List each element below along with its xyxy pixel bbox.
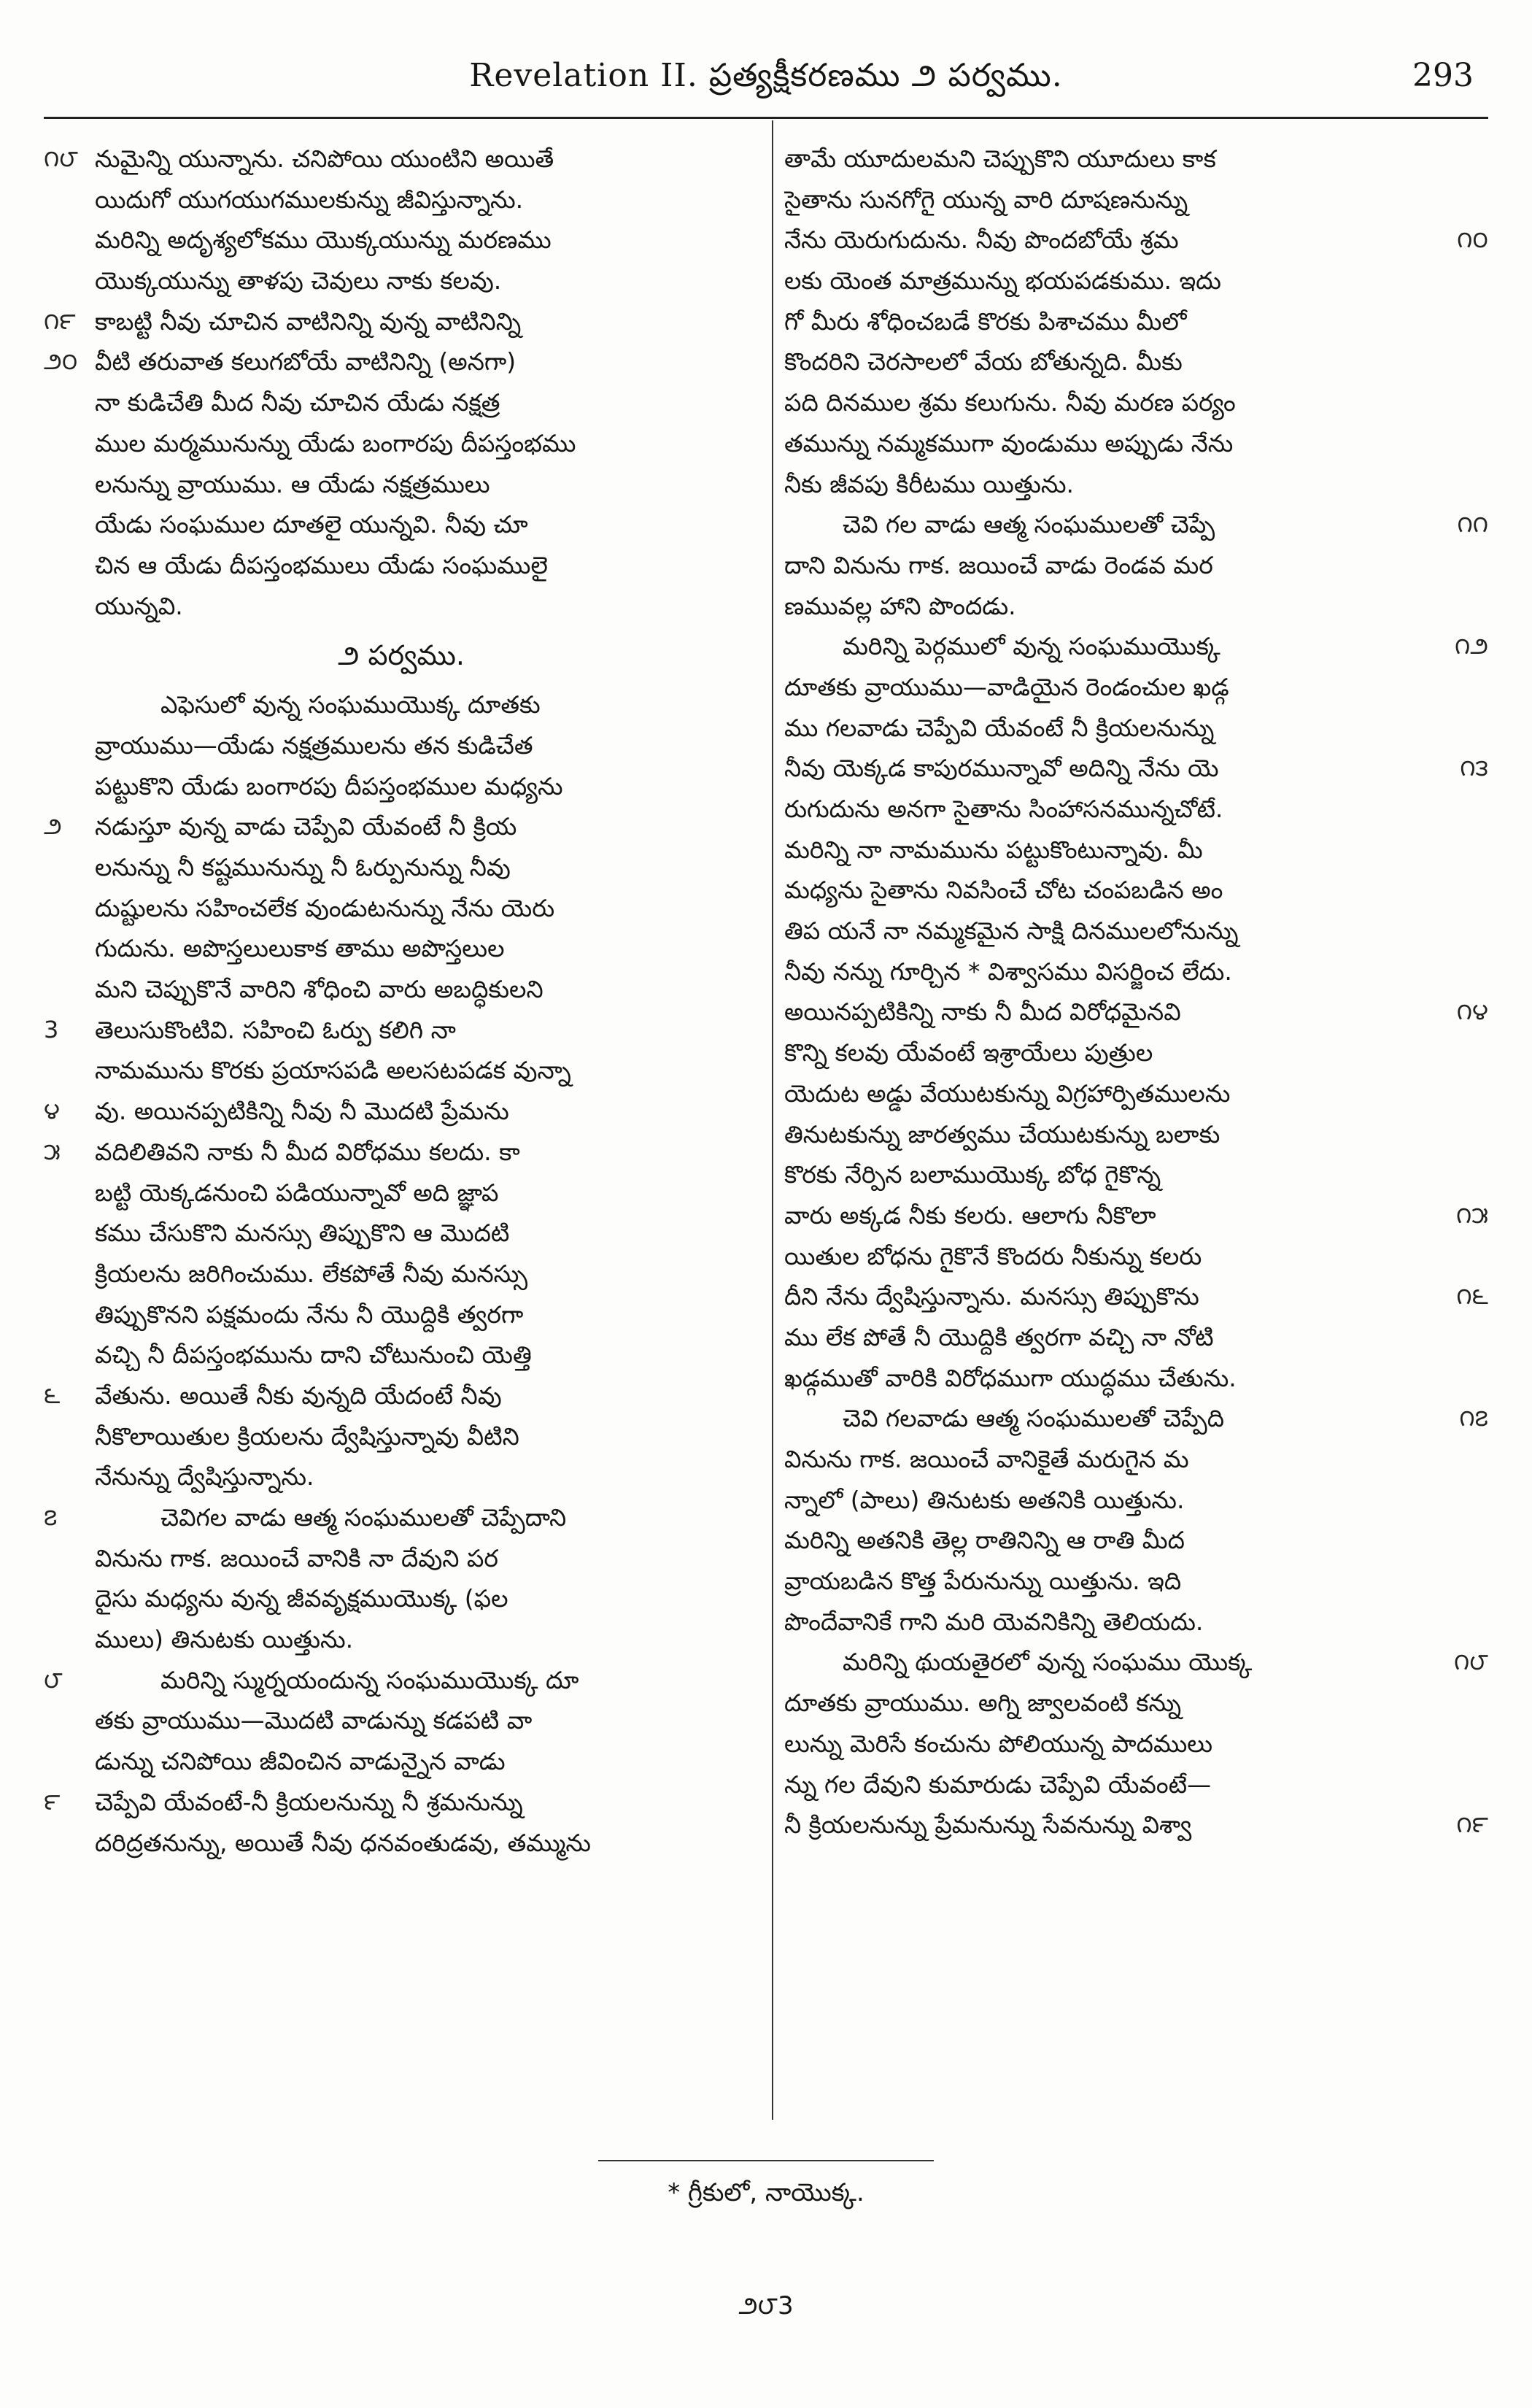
page-number: 293 [1412, 57, 1474, 94]
line-text: మరిన్ని స్ముర్నయందున్న సంఘముయొక్క దూ [160, 1665, 579, 1694]
text-line [784, 1764, 1488, 1805]
line-text: మరిన్ని థుయతైరలో వున్న సంఘము యొక్క [843, 1648, 1253, 1677]
running-title: Revelation II. ప్రత్యక్షీకరణము ౨ పర్వము. [469, 57, 1063, 94]
line-text: దూతకు వ్రాయుము—వాడియైన రెండంచుల ఖడ్గ [784, 672, 1229, 701]
line-text: నీకొలాయితుల క్రియలను ద్వేషిస్తున్నావు వీటిని [95, 1421, 519, 1451]
text-line [44, 1619, 759, 1660]
text-line [44, 766, 759, 807]
text-line [784, 952, 1488, 992]
verse-number: ౧౩ [1460, 754, 1488, 782]
text-line [44, 1132, 759, 1173]
text-line [784, 992, 1488, 1033]
text-line [784, 1480, 1488, 1521]
line-text: ణమువల్ల హాని పొందడు. [784, 591, 1016, 620]
text-line [784, 1805, 1488, 1845]
text-line [784, 301, 1488, 342]
verse-number: ౪ [44, 1097, 60, 1125]
line-text: మరిన్ని పెర్గములో వున్న సంఘముయొక్క [843, 632, 1220, 661]
verse-number: ౧౦ [1457, 225, 1488, 254]
text-line [44, 1294, 759, 1335]
text-line [44, 847, 759, 888]
text-line [784, 1724, 1488, 1764]
line-text: నామమును కొరకు ప్రయాసపడి అలసటపడక వున్నా [95, 1056, 571, 1085]
text-line [784, 1358, 1488, 1399]
text-line [44, 1335, 759, 1375]
line-text: వు. అయినప్పటికిన్ని నీవు నీ మొదటి ప్రేమను [95, 1097, 509, 1126]
text-line [44, 1700, 759, 1741]
verse-number: ౨౦ [44, 347, 78, 376]
text-line [784, 870, 1488, 911]
line-text: నేనున్ను ద్వేషిస్తున్నాను. [95, 1462, 314, 1492]
text-line [784, 1602, 1488, 1643]
line-text: మరిన్ని అదృశ్యలోకము యొక్కయున్ను మరణము [95, 225, 552, 255]
verse-number: ౯ [44, 1787, 61, 1815]
text-line [44, 1213, 759, 1254]
text-line [784, 504, 1488, 545]
text-line [784, 667, 1488, 708]
verse-number: ౧౪ [1456, 997, 1488, 1026]
line-text: దూతకు వ్రాయుము. అగ్ని జ్వాలవంటి కన్ను [784, 1689, 1182, 1718]
line-text: నేను యెరుగుదును. నీవు పొందబోయే శ్రమ [784, 225, 1179, 255]
footnote-rule [598, 2160, 934, 2161]
verse-number: ౨ [44, 812, 62, 841]
line-text: ము లేక పోతే నీ యొద్దికి త్వరగా వచ్చి నా నోటి [784, 1322, 1214, 1351]
verse-number: ౧౭ [1459, 1404, 1488, 1432]
line-text: యున్నవి. [95, 591, 183, 620]
verse-number: ౫ [44, 1137, 61, 1165]
line-text: తెలుసుకొంటివి. సహించి ఓర్పు కలిగి నా [95, 1015, 456, 1044]
line-text: లనున్ను నీ కష్టమునున్ను నీ ఓర్పునున్ను నీవు [95, 853, 511, 881]
text-line [784, 1073, 1488, 1114]
verse-number: ౧౮ [1454, 1648, 1488, 1676]
text-line [784, 1114, 1488, 1155]
line-text: చెవిగల వాడు ఆత్మ సంఘములతో చెప్పేదాని [160, 1503, 567, 1532]
text-line [784, 464, 1488, 505]
line-text: రుగుదును అనగా సైతాను సింహాసనమున్నచోటే. [784, 795, 1223, 823]
line-text: తామే యూదులమని చెప్పుకొని యూదులు కాక [784, 144, 1216, 173]
line-text: తిప యనే నా నమ్మకమైన సాక్షి దినములలోనున్ను [784, 916, 1239, 946]
line-text: యెదుట అడ్డు వేయుటకున్ను విగ్రహార్పితములను [784, 1078, 1231, 1108]
text-line [44, 1538, 759, 1579]
text-line [44, 464, 759, 505]
printer-signature: ౨౮3 [738, 2291, 794, 2320]
line-text: సైతాను సునగోగై యున్న వారి దూషణనున్ను [784, 185, 1188, 214]
line-text: నీకు జీవపు కిరీటము యిత్తును. [784, 469, 1075, 498]
text-line [784, 1276, 1488, 1317]
line-text: వ్రాయబడిన కొత్త పేరునున్ను యిత్తును. ఇది [784, 1567, 1182, 1596]
line-text: వినును గాక. జయించే వానికి నా దేవుని పర [95, 1543, 498, 1572]
line-text: వ్రాయుము—యేడు నక్షత్రములను తన కుడిచేత [95, 730, 533, 760]
line-text: మరిన్ని అతనికి తెల్ల రాతినిన్ని ఆ రాతి మీద [784, 1526, 1185, 1555]
text-line [44, 545, 759, 586]
text-line [784, 220, 1488, 261]
line-text: కొరకు నేర్పిన బలాముయొక్క బోధ గైకొన్న [784, 1160, 1161, 1189]
text-line [44, 1823, 759, 1864]
text-line [44, 586, 759, 627]
line-text: దీని నేను ద్వేషిస్తున్నాను. మనస్సు తిప్పుకొను [784, 1282, 1199, 1311]
text-line [784, 261, 1488, 301]
text-line [44, 341, 759, 382]
verse-number: ౧౮ [44, 144, 78, 172]
text-line [44, 301, 759, 342]
text-line [784, 708, 1488, 749]
text-line [784, 830, 1488, 871]
verse-number: ౭ [44, 1503, 58, 1531]
line-text: డున్ను చనిపోయి జీవించిన వాడున్నైన వాడు [95, 1747, 506, 1776]
line-text: దాని వినును గాక. జయించే వాడు రెండవ మర [784, 550, 1213, 579]
text-line [44, 888, 759, 929]
text-line [44, 1456, 759, 1497]
line-text: తకు వ్రాయుము—మొదటి వాడున్ను కడపటి వా [95, 1706, 533, 1735]
text-line [784, 1236, 1488, 1277]
text-line [784, 1520, 1488, 1561]
text-line [784, 545, 1488, 586]
text-line [44, 1660, 759, 1701]
line-text: చెవి గలవాడు ఆత్మ సంఘములతో చెప్పేది [843, 1404, 1224, 1433]
line-text: వినును గాక. జయించే వానికైతే మరుగైన మ [784, 1445, 1189, 1473]
line-text: మధ్యను సైతాను నివసించే చోట చంపబడిన అం [784, 876, 1223, 905]
line-text: బట్టి యెక్కడనుంచి పడియున్నావో అది జ్ఞాప [95, 1178, 499, 1207]
line-text: వదిలితివని నాకు నీ మీద విరోధము కలదు. కా [95, 1137, 520, 1166]
text-line [784, 1195, 1488, 1236]
text-line [44, 1173, 759, 1213]
text-line [44, 1375, 759, 1416]
line-text: కొన్ని కలవు యేవంటే ఇశ్రాయేలు పుత్రుల [784, 1038, 1153, 1068]
text-line [784, 748, 1488, 789]
verse-number: ౧౨ [1454, 632, 1488, 660]
text-line [44, 1254, 759, 1294]
line-text: పట్టుకొని యేడు బంగారపు దీపస్తంభముల మధ్యను [95, 771, 563, 800]
line-text: వచ్చి నీ దీపస్తంభమును దాని చోటునుంచి యెత్తి [95, 1340, 532, 1370]
line-text: న్ను గల దేవుని కుమారుడు చెప్పేవి యేవంటే— [784, 1770, 1212, 1799]
text-line [784, 180, 1488, 220]
line-text: యేడు సంఘముల దూతలై యున్నవి. నీవు చూ [95, 510, 528, 539]
line-text: నీవు యెక్కడ కాపురమున్నావో అదిన్ని నేను యె [784, 754, 1219, 783]
line-text: యితుల బోధను గైకొనే కొందరు నీకున్ను కలరు [784, 1241, 1202, 1270]
line-text: నుమైన్ని యున్నాను. చనిపోయి యుంటిని అయితే [95, 144, 554, 173]
text-line [784, 789, 1488, 830]
line-text: ములు) తినుటకు యిత్తును. [95, 1625, 354, 1654]
text-line [44, 684, 759, 725]
text-line [784, 1683, 1488, 1724]
page-header [44, 51, 1488, 109]
text-line [44, 1741, 759, 1782]
line-text: గో మీరు శోధించబడే కొరకు పిశాచము మీలో [784, 306, 1187, 336]
text-line [44, 1050, 759, 1091]
line-text: నీవు నన్ను గూర్చిన * విశ్వాసము విసర్జించ లేదు. [784, 957, 1232, 986]
line-text: తినుటకున్ను జారత్వము చేయుటకున్ను బలాకు [784, 1119, 1220, 1149]
verse-number: ౮ [44, 1665, 63, 1694]
line-text: దుష్టులను సహించలేక వుండుటనున్ను నేను యెరు [95, 893, 555, 922]
text-line [784, 1398, 1488, 1439]
line-text: క్రియలను జరిగించుము. లేకపోతే నీవు మనస్సు [95, 1259, 528, 1288]
verse-number: ౧౯ [1456, 1810, 1488, 1839]
text-line [44, 220, 759, 261]
line-text: యొక్కయున్ను తాళపు చెవులు నాకు కలవు. [95, 266, 502, 296]
text-line [784, 1033, 1488, 1073]
verse-number: ౧౫ [1455, 1200, 1488, 1229]
text-line [44, 928, 759, 969]
line-text: ముల మర్మమునున్ను యేడు బంగారపు దీపస్తంభము [95, 428, 576, 458]
line-text: వేతును. అయితే నీకు వున్నది యేదంటే నీవు [95, 1381, 502, 1410]
text-line [44, 139, 759, 180]
right-column [784, 139, 1488, 1845]
line-text: నీ క్రియలనున్ను ప్రేమనున్ను సేవనున్ను విశ్వా [784, 1810, 1192, 1840]
text-line [44, 725, 759, 766]
text-line [784, 139, 1488, 180]
text-line [44, 806, 759, 847]
verse-number: ౧౬ [1456, 1282, 1488, 1311]
text-line [44, 504, 759, 545]
text-line [784, 586, 1488, 627]
left-column [44, 139, 759, 1863]
text-line [784, 1154, 1488, 1195]
line-text: ఎఫెసులో వున్న సంఘముయొక్క దూతకు [160, 690, 541, 719]
line-text: చెప్పేవి యేవంటే-నీ క్రియలనున్ను నీ శ్రమనున్ను [95, 1787, 523, 1816]
line-text: అయినప్పటికిన్ని నాకు నీ మీద విరోధమైనవి [784, 997, 1181, 1027]
line-text: దైసు మధ్యను వున్న జీవవృక్షముయొక్క (ఫల [95, 1584, 508, 1613]
text-line [44, 1416, 759, 1457]
text-line [44, 1010, 759, 1051]
line-text: తమున్ను నమ్మకముగా వుండుము అప్పుడు నేను [784, 428, 1234, 458]
text-line [44, 1091, 759, 1132]
line-text: వారు అక్కడ నీకు కలరు. ఆలాగు నీకొలా [784, 1200, 1156, 1230]
verse-number: ౬ [44, 1381, 61, 1409]
line-text: మరిన్ని నా నామమును పట్టుకొంటున్నావు. మీ [784, 835, 1203, 864]
verse-number: 3 [44, 1015, 59, 1043]
line-text: లున్ను మెరిసే కంచును పోలియున్న పాదములు [784, 1729, 1213, 1758]
line-text: నా కుడిచేతి మీద నీవు చూచిన యేడు నక్షత్ర [95, 388, 500, 417]
text-line [44, 969, 759, 1010]
text-line [784, 382, 1488, 423]
text-line [784, 423, 1488, 464]
text-line [44, 382, 759, 423]
line-text: గుదును. అపొస్తలులుకాక తాము అపొస్తలుల [95, 934, 505, 963]
line-text: తిప్పుకొనని పక్షమందు నేను నీ యొద్దికి త్వరగా [95, 1300, 524, 1329]
text-line [784, 1439, 1488, 1480]
text-line [784, 1561, 1488, 1602]
line-text: వీటి తరువాత కలుగబోయే వాటినిన్ని (అనగా) [95, 347, 517, 377]
line-text: కాబట్టి నీవు చూచిన వాటినిన్ని వున్న వాటినిన్ని [95, 306, 522, 336]
line-text: ము గలవాడు చెప్పేవి యేవంటే నీ క్రియలనున్ను [784, 713, 1215, 742]
header-rule [44, 117, 1488, 119]
line-text: పొందేవానికే గాని మరి యెవనికిన్ని తెలియదు. [784, 1607, 1204, 1636]
text-line [44, 1782, 759, 1823]
line-text: మని చెప్పుకొనే వారిని శోధించి వారు అబద్ధికులని [95, 975, 543, 1004]
text-line [784, 1317, 1488, 1358]
section-heading: ౨ పర్వము. [338, 639, 465, 672]
verse-number: ౧౯ [44, 306, 76, 335]
line-text: చెవి గల వాడు ఆత్మ సంఘములతో చెప్పే [843, 510, 1215, 539]
text-line [44, 1497, 759, 1538]
line-text: న్నాలో (పాలు) తినుటకు అతనికి యిత్తును. [784, 1485, 1185, 1514]
text-line [784, 626, 1488, 667]
line-text: ఖడ్గముతో వారికి విరోధముగా యుద్ధము చేతును. [784, 1363, 1237, 1392]
column-divider [772, 120, 773, 2120]
line-text: యిదుగో యుగయుగములకున్ను జీవిస్తున్నాను. [95, 185, 524, 214]
line-text: దరిద్రతనున్ను, అయితే నీవు ధనవంతుడవు, తమ్మును [95, 1828, 591, 1857]
line-text: చిన ఆ యేడు దీపస్తంభములు యేడు సంఘములై [95, 550, 548, 579]
line-text: లకు యెంత మాత్రమున్ను భయపడకుము. ఇదు [784, 266, 1221, 296]
text-line [44, 423, 759, 464]
line-text: పది దినముల శ్రమ కలుగును. నీవు మరణ పర్యం [784, 388, 1236, 417]
line-text: కము చేసుకొని మనస్సు తిప్పుకొని ఆ మొదటి [95, 1219, 510, 1248]
verse-number: ౧౧ [1457, 510, 1488, 539]
text-line [44, 1578, 759, 1619]
text-line [784, 341, 1488, 382]
line-text: నడుస్తూ వున్న వాడు చెప్పేవి యేవంటే నీ క్రియ [95, 812, 517, 841]
line-text: లనున్ను వ్రాయుము. ఆ యేడు నక్షత్రములు [95, 469, 490, 498]
footnote: * గ్రీకులో, నాయొక్క. [668, 2178, 864, 2207]
text-line [784, 911, 1488, 952]
line-text: కొందరిని చెరసాలలో వేయ బోతున్నది. మీకు [784, 347, 1183, 377]
text-line [44, 261, 759, 301]
text-line [784, 1642, 1488, 1683]
text-line [44, 180, 759, 220]
